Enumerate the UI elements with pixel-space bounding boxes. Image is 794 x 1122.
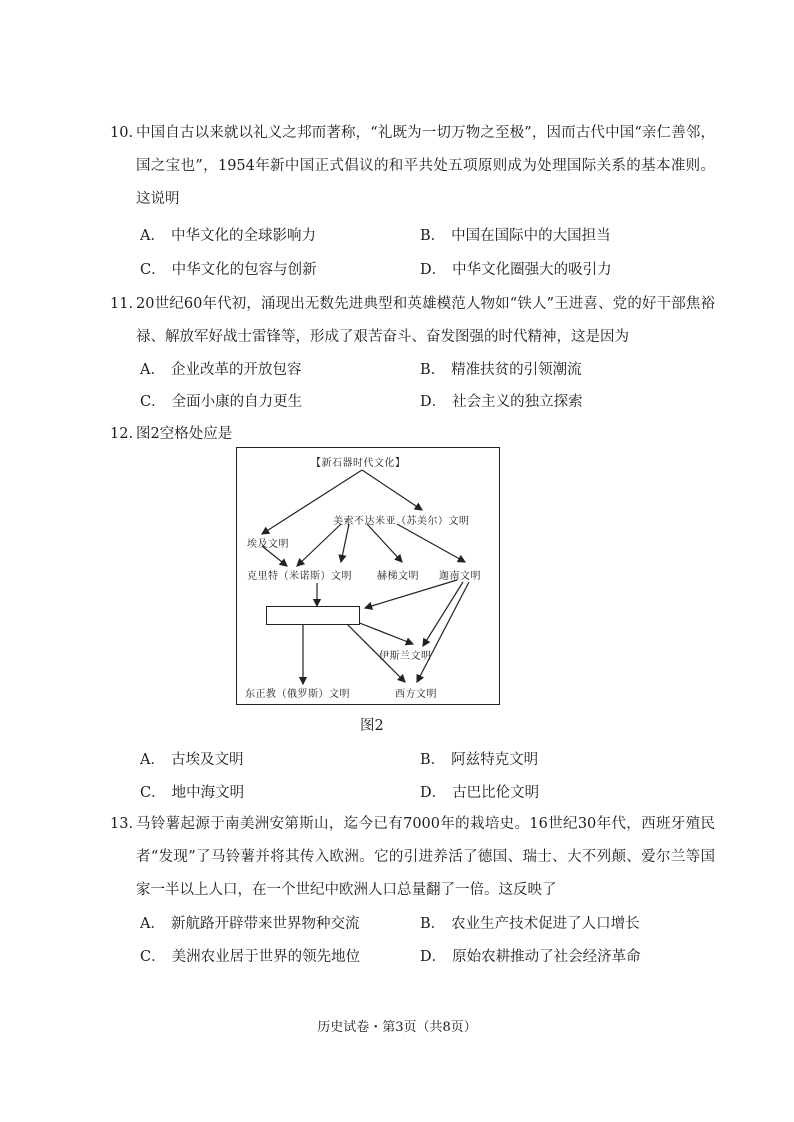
option-d[interactable]: D． 原始农耕推动了社会经济革命 (420, 949, 641, 965)
question-number: 12. (110, 426, 134, 442)
option-d[interactable]: D． 中华文化圈强大的吸引力 (420, 262, 612, 278)
option-a[interactable]: A． 新航路开辟带来世界物种交流 (140, 916, 360, 932)
arrow-meso-hittite (341, 524, 349, 562)
option-a[interactable]: A． 企业改革的开放包容 (140, 362, 302, 378)
arrow-levant-west (417, 582, 469, 682)
arrow-meso-levant (397, 524, 465, 562)
node-hittite: 赫梯文明 (377, 571, 419, 582)
question-text: 中国自古以来就以礼义之邦而著称，“礼既为一切万物之至极”，因而古代中国“亲仁善邻，国之宝也”，1954年新中国正式倡议的和平共处五项原则成为处理国际关系的基本准则。这说明 (136, 125, 715, 207)
node-islam: 伊斯兰文明 (379, 651, 432, 662)
question-number: 11. (110, 296, 134, 312)
question-13 (110, 808, 715, 907)
blank-answer-box[interactable] (266, 606, 360, 625)
option-b[interactable]: B． 农业生产技术促进了人口增长 (420, 916, 640, 932)
node-mesopotamia: 美索不达米亚（苏美尔）文明 (333, 516, 470, 527)
arrow-meso-hittite2 (367, 524, 402, 562)
node-levant: 迦南文明 (439, 571, 481, 582)
node-crete: 克里特（米诺斯）文明 (247, 571, 352, 582)
option-b[interactable]: B． 中国在国际中的大国担当 (420, 228, 611, 244)
figure-caption: 图2 (360, 718, 384, 734)
arrow-meso-crete (297, 524, 341, 566)
option-c[interactable]: C． 美洲农业居于世界的领先地位 (140, 949, 361, 965)
question-10 (110, 117, 715, 216)
question-text: 马铃薯起源于南美洲安第斯山，迄今已有7000年的栽培史。16世纪30年代，西班牙殖民者“发现”了马铃薯并将其传入欧洲。它的引进养活了德国、瑞士、大不列颠、爱尔兰等国家一半以上人口，在一个世纪中欧洲人口总量翻了一倍。这反映了 (136, 816, 715, 898)
option-a[interactable]: A． 古埃及文明 (140, 752, 244, 768)
arrow-blank-islam (357, 622, 413, 644)
option-b[interactable]: B． 精准扶贫的引领潮流 (420, 362, 582, 378)
option-c[interactable]: C． 地中海文明 (140, 785, 245, 801)
question-number: 13. (110, 816, 134, 832)
question-11 (110, 288, 715, 354)
option-b[interactable]: B． 阿兹特克文明 (420, 752, 539, 768)
page-footer: 历史试卷・第3页（共8页） (317, 1020, 477, 1035)
option-d[interactable]: D． 社会主义的独立探索 (420, 394, 583, 410)
arrow-neolithic-mesopotamia (362, 470, 422, 510)
node-neolithic: 【新石器时代文化】 (311, 458, 406, 469)
node-egypt: 埃及文明 (247, 539, 289, 550)
option-a[interactable]: A． 中华文化的全球影响力 (140, 228, 316, 244)
question-text: 图2空格处应是 (136, 426, 233, 442)
question-text: 20世纪60年代初，涌现出无数先进典型和英雄模范人物如“铁人”王进喜、党的好干部焦裕禄、解放军好战士雷锋等，形成了艰苦奋斗、奋发图强的时代精神，这是因为 (136, 296, 715, 345)
arrow-levant-blank (365, 580, 457, 608)
option-c[interactable]: C． 中华文化的包容与创新 (140, 262, 317, 278)
option-c[interactable]: C． 全面小康的自力更生 (140, 394, 303, 410)
node-western: 西方文明 (395, 689, 437, 700)
option-d[interactable]: D． 古巴比伦文明 (420, 785, 540, 801)
arrow-levant-islam (423, 582, 463, 646)
node-orthodox: 东正教（俄罗斯）文明 (245, 689, 350, 700)
civilization-diagram (236, 447, 500, 705)
question-number: 10. (110, 125, 134, 141)
